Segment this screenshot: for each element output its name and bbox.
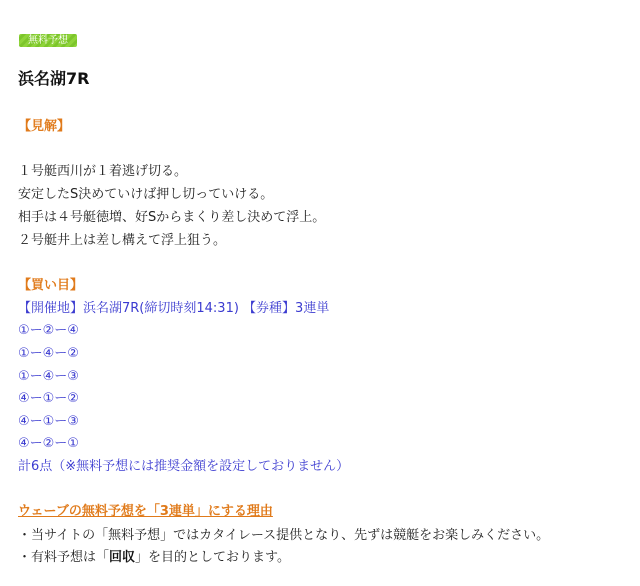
opinion-line-4: ２号艇井上は差し構えて浮上狙う。	[18, 233, 227, 248]
bet-combo: ①ー②ー④	[18, 323, 79, 338]
opinion-line-1: １号艇西川が１着逃げ切る。	[18, 164, 188, 179]
bets-heading: 【買い目】	[18, 278, 84, 293]
reason-line-2-bold: 回収	[109, 550, 136, 565]
opinion-heading: 【見解】	[18, 119, 71, 134]
bet-combo: ①ー④ー②	[18, 346, 79, 361]
bet-combo: ④ー①ー③	[18, 414, 79, 429]
reason-line-1: ・当サイトの「無料予想」ではカタイレース提供となり、先ずは競艇をお楽しみください。	[18, 528, 550, 543]
bets-info: 【開催地】浜名湖7R(締切時刻14:31) 【券種】3連単	[18, 301, 330, 316]
bets-total: 計6点（※無料予想には推奨金額を設定しておりません）	[18, 459, 350, 474]
opinion-line-2: 安定したS決めていけば押し切っていける。	[18, 187, 274, 202]
reason-line-2	[18, 549, 290, 567]
opinion-line-3: 相手は４号艇徳増、好Sからまくり差し決めて浮上。	[18, 210, 326, 225]
reason-line-2-prefix: ・有料予想は「	[18, 550, 110, 565]
free-prediction-badge: 無料予想	[19, 34, 77, 47]
reason-line-2-suffix: 」を目的としております。	[135, 550, 290, 565]
bet-combo: ①ー④ー③	[18, 369, 79, 384]
reason-heading[interactable]: ウェーブの無料予想を「3連単」にする理由	[18, 504, 273, 519]
bet-combo: ④ー①ー②	[18, 391, 79, 406]
race-title: 浜名湖7R	[18, 69, 90, 88]
bet-combo: ④ー②ー①	[18, 436, 79, 451]
